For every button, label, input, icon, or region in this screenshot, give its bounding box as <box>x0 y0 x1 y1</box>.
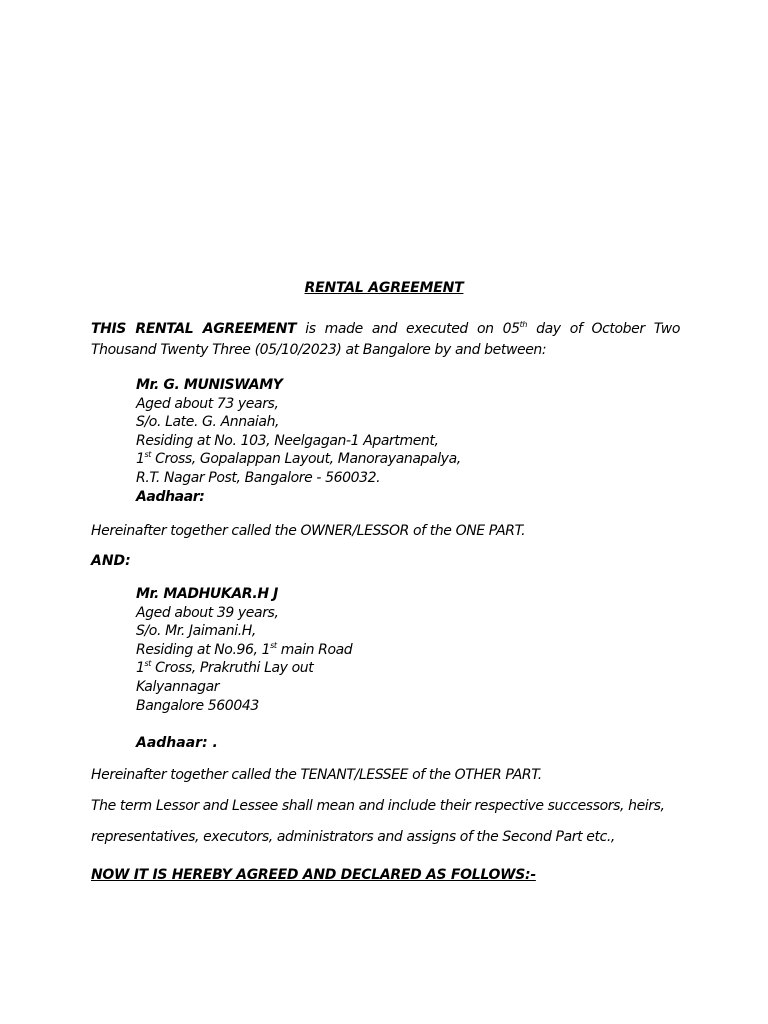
lessee-name: Mr. MADHUKAR.H J <box>136 586 278 602</box>
lessor-aadhaar: Aadhaar: <box>136 488 205 505</box>
intro-lead: THIS RENTAL AGREEMENT <box>91 321 297 337</box>
lessor-parent: S/o. Late. G. Annaiah, <box>136 414 280 431</box>
lessee-address-2-rest: Cross, Prakruthi Lay out <box>151 660 314 677</box>
intro-paragraph <box>91 319 680 361</box>
tenant-clause: Hereinafter together called the TENANT/LESSEE of the OTHER PART. <box>91 767 542 783</box>
lessee-address-2-num: 1 <box>136 660 145 677</box>
lessor-address-2-sup: st <box>144 450 152 460</box>
intro-line-2: Thousand Twenty Three (05/10/2023) at Bangalore by and between: <box>91 342 547 358</box>
lessee-address-1-sup: st <box>270 640 277 650</box>
lessor-address-2 <box>136 450 461 469</box>
lessee-address-1 <box>136 641 352 660</box>
lessee-address-1-pre: Residing at No.96, 1 <box>136 641 271 658</box>
lessee-parent: S/o. Mr. Jaimani.H, <box>136 623 256 640</box>
lessee-aadhaar: Aadhaar: . <box>136 735 218 751</box>
lessor-address-3: R.T. Nagar Post, Bangalore - 560032. <box>136 469 381 486</box>
lessee-block <box>136 585 352 715</box>
lessor-name: Mr. G. MUNISWAMY <box>136 377 283 393</box>
and-label: AND: <box>91 553 131 569</box>
lessee-address-4: Bangalore 560043 <box>136 697 259 714</box>
lessor-block <box>136 376 461 506</box>
lessee-address-2-sup: st <box>144 659 152 669</box>
intro-text-b: day of October Two <box>527 321 680 337</box>
lessee-address-3: Kalyannagar <box>136 678 220 695</box>
owner-clause: Hereinafter together called the OWNER/LESSOR of the ONE PART. <box>91 523 526 539</box>
lessor-address-2-num: 1 <box>136 451 145 468</box>
intro-sup: th <box>519 320 528 329</box>
lessee-address-2 <box>136 659 352 678</box>
intro-text-a: is made and executed on 05 <box>296 321 520 337</box>
declaration-heading: NOW IT IS HEREBY AGREED AND DECLARED AS FOLLOWS:- <box>91 867 536 883</box>
intro-line-1 <box>91 319 680 340</box>
lessee-age: Aged about 39 years, <box>136 604 279 621</box>
lessor-address-2-rest: Cross, Gopalappan Layout, Manorayanapalya, <box>151 451 461 468</box>
lessor-address-1: Residing at No. 103, Neelgagan-1 Apartment, <box>136 432 439 449</box>
term-line-2: representatives, executors, administrators and assigns of the Second Part etc., <box>91 829 615 845</box>
document-title: RENTAL AGREEMENT <box>304 280 464 296</box>
lessor-age: Aged about 73 years, <box>136 395 279 412</box>
term-line-1: The term Lessor and Lessee shall mean and include their respective successors, heirs, <box>91 798 665 814</box>
lessee-address-1-post: main Road <box>276 641 353 658</box>
